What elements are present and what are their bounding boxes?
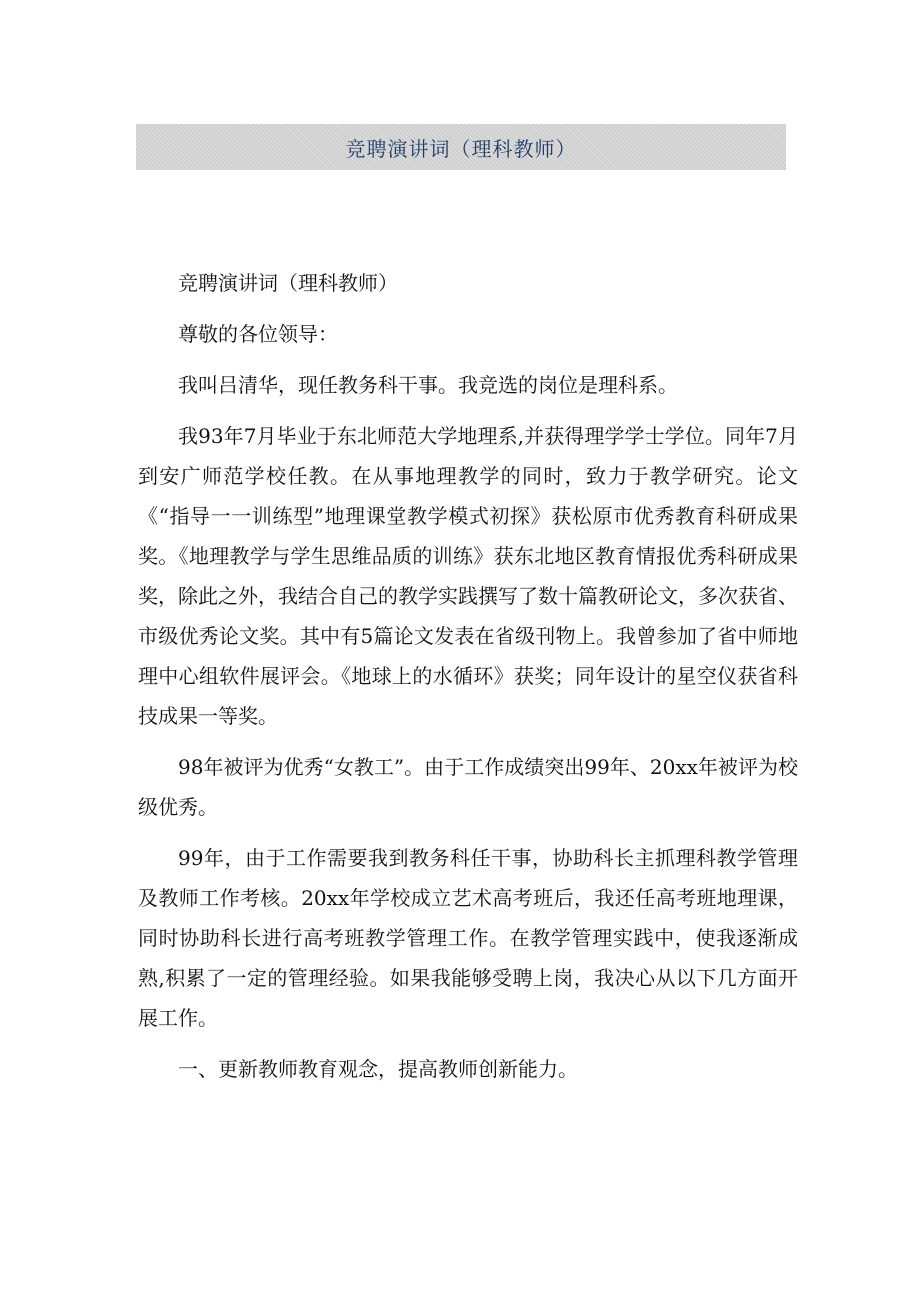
paragraph-education-achievements: 我93年7月毕业于东北师范大学地理系,并获得理学学士学位。同年7月到安广师范学校任教。在从事地理教学的同时，致力于教学研究。论文《“指导一一训练型”地理课堂教学模式初探》获松原市优秀教育科研成果奖。《地理教学与学生思维品质的训练》获东北地区教育情报优秀科研成果奖，除此之外，我结合自己的教学实践撰写了数十篇教研论文，多次获省、市级优秀论文奖。其中有5篇论文发表在省级刊物上。我曾参加了省中师地理中心组软件展评会。《地球上的水循环》获奖；同年设计的星空仪获省科技成果一等奖。	[138, 424, 798, 728]
document-body	[138, 263, 798, 1100]
paragraph-awards: 98年被评为优秀“女教工”。由于工作成绩突出99年、20xx年被评为校级优秀。	[138, 755, 798, 819]
salutation: 尊敬的各位领导：	[178, 322, 338, 346]
document-header-title: 竞聘演讲词（理科教师）	[345, 136, 577, 161]
paragraph-intro: 我叫吕清华，现任教务科干事。我竞选的岗位是理科系。	[178, 373, 678, 397]
document-header-band	[136, 124, 786, 170]
paragraph-management-experience: 99年，由于工作需要我到教务科任干事，协助科长主抓理科教学管理及教师工作考核。20xx年学校成立艺术高考班后，我还任高考班地理课，同时协助科长进行高考班教学管理工作。在教学管理实践中，使我逐渐成熟,积累了一定的管理经验。如果我能够受聘上岗，我决心从以下几方面开展工作。	[138, 846, 798, 1030]
section-heading-1: 一、更新教师教育观念，提高教师创新能力。	[178, 1057, 578, 1081]
body-title: 竞聘演讲词（理科教师）	[178, 271, 398, 295]
